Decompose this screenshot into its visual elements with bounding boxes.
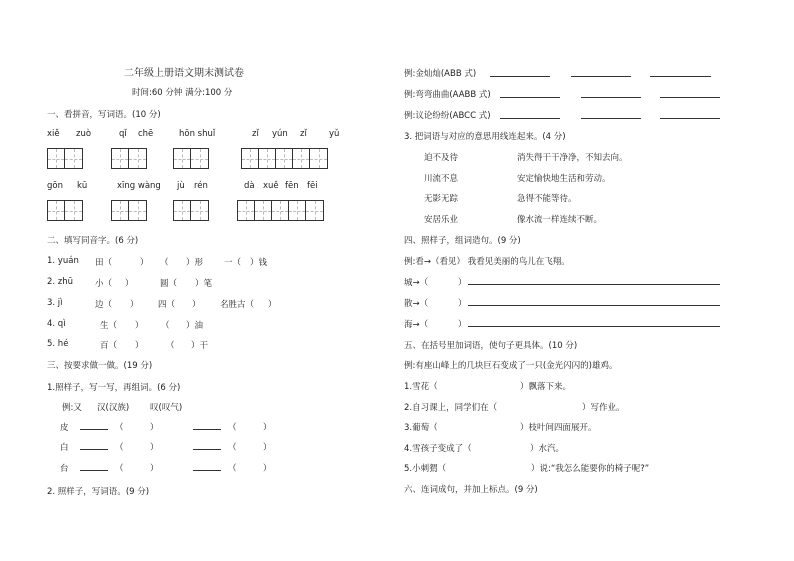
question-3: 3. 把词语与对应的意思用线连起来。(4 分) xyxy=(404,132,566,142)
sentence-line[interactable] xyxy=(468,305,720,306)
homophone-text: 圆（ xyxy=(160,279,178,289)
pinyin: xuě xyxy=(263,181,279,191)
paren: ） xyxy=(458,320,467,330)
homophone-text: （ xyxy=(166,341,175,351)
exam-title: 二年级上册语文期末测试卷 xyxy=(124,68,244,79)
answer-blank[interactable] xyxy=(80,429,108,430)
fill-item: ）写作业。 xyxy=(582,403,625,413)
pattern-example: 例:弯弯曲曲(AABB 式) xyxy=(404,90,491,100)
paren: （ xyxy=(228,443,237,453)
base-char: 白 xyxy=(60,443,69,453)
paren: （ xyxy=(115,464,124,474)
pattern-example: 例:议论纷纷(ABCC 式) xyxy=(404,111,491,121)
homophone-label: 2. zhū xyxy=(47,277,74,287)
exam-subtitle: 时间:60 分钟 满分:100 分 xyxy=(132,88,233,98)
pinyin: chē xyxy=(138,129,154,139)
question-3-1: 1.照样子，写一写，再组词。(6 分) xyxy=(47,383,181,393)
fill-item: 3.葡萄（ xyxy=(404,423,438,433)
homophone-text: ）钱 xyxy=(250,258,268,268)
pinyin: zǐ xyxy=(252,129,259,139)
pinyin: fēi xyxy=(307,181,318,191)
homophone-text: ）干 xyxy=(191,341,209,351)
homophone-text: 四（ xyxy=(158,300,176,310)
homophone-text: （ xyxy=(161,321,170,331)
paren: ） xyxy=(458,299,467,309)
writing-box[interactable] xyxy=(173,200,209,221)
answer-blank[interactable] xyxy=(500,97,560,98)
answer-blank[interactable] xyxy=(581,97,641,98)
writing-box[interactable] xyxy=(47,148,83,169)
fill-item: 4.雪孩子变成了（ xyxy=(404,444,472,454)
pinyin: rén xyxy=(194,181,208,191)
match-meaning[interactable]: 消失得干干净净，不知去向。 xyxy=(517,153,628,163)
pinyin: jù xyxy=(177,181,185,191)
homophone-text: 名胜古（ xyxy=(220,300,255,310)
homophone-text: ） xyxy=(192,300,201,310)
match-term[interactable]: 川流不息 xyxy=(424,174,459,184)
answer-blank[interactable] xyxy=(193,470,221,471)
section6-heading: 六、连词成句，并加上标点。(9 分) xyxy=(404,485,538,495)
pinyin: zǐ xyxy=(300,129,307,139)
pinyin: dà xyxy=(244,181,255,191)
writing-box[interactable] xyxy=(111,148,147,169)
paren: ） xyxy=(150,464,159,474)
homophone-text: ） xyxy=(125,279,134,289)
sentence-line[interactable] xyxy=(468,326,720,327)
paren: （ xyxy=(228,464,237,474)
answer-blank[interactable] xyxy=(660,118,720,119)
match-meaning[interactable]: 安定愉快地生活和劳动。 xyxy=(517,174,611,184)
homophone-text: 百（ xyxy=(100,341,118,351)
pinyin: yǔ xyxy=(329,129,340,139)
match-term[interactable]: 迫不及待 xyxy=(424,153,459,163)
section5-heading: 五、在括号里加词语，使句子更具体。(10 分) xyxy=(404,341,578,351)
homophone-text: ） xyxy=(135,321,144,331)
homophone-label: 1. yuán xyxy=(47,256,79,266)
section1-heading: 一、看拼音，写词语。(10 分) xyxy=(47,110,161,120)
example-word: 叹(叹气) xyxy=(150,403,183,413)
answer-blank[interactable] xyxy=(490,76,550,77)
homophone-text: ）油 xyxy=(186,321,204,331)
word-item: 海→（ xyxy=(404,320,429,330)
homophone-text: 一（ xyxy=(224,258,242,268)
paren: ） xyxy=(263,443,272,453)
match-term[interactable]: 安居乐业 xyxy=(424,215,459,225)
writing-box[interactable] xyxy=(241,148,328,169)
section5-example: 例:有座山峰上的几块巨石变成了一只(金光闪闪的)雄鸡。 xyxy=(404,361,618,371)
homophone-text: 田（ xyxy=(95,258,113,268)
base-char: 皮 xyxy=(60,423,69,433)
fill-item: ）说:“我怎么能要你的椅子呢?” xyxy=(531,464,650,474)
homophone-text: 边（ xyxy=(95,300,113,310)
writing-box[interactable] xyxy=(47,200,83,221)
paren: （ xyxy=(115,423,124,433)
paren: ） xyxy=(150,443,159,453)
pattern-example: 例:金灿灿(ABB 式) xyxy=(404,69,477,79)
sentence-line[interactable] xyxy=(468,284,720,285)
answer-blank[interactable] xyxy=(660,97,720,98)
homophone-text: ） xyxy=(130,300,139,310)
pinyin: zuò xyxy=(76,129,92,139)
fill-item: ）水汽。 xyxy=(530,444,565,454)
section4-example: 例:看→（看见） 我看见美丽的鸟儿在飞翔。 xyxy=(404,257,570,267)
pinyin: xīng wàng xyxy=(117,181,161,191)
fill-item: 5.小刺猬（ xyxy=(404,464,447,474)
answer-blank[interactable] xyxy=(193,429,221,430)
answer-blank[interactable] xyxy=(80,449,108,450)
paren: ） xyxy=(263,464,272,474)
fill-item: ）飘落下来。 xyxy=(520,382,572,392)
section3-heading: 三、按要求做一做。(19 分) xyxy=(47,361,153,371)
paren: ） xyxy=(458,278,467,288)
paren: （ xyxy=(115,443,124,453)
pinyin: hōn shuǐ xyxy=(179,129,216,139)
homophone-text: 生（ xyxy=(100,321,118,331)
pinyin: xiě xyxy=(47,129,60,139)
answer-blank[interactable] xyxy=(80,470,108,471)
homophone-text: 小（ xyxy=(95,279,113,289)
homophone-label: 4. qì xyxy=(47,319,66,329)
homophone-label: 3. jì xyxy=(47,298,63,308)
homophone-text: ） xyxy=(268,300,277,310)
homophone-text: （ xyxy=(160,258,169,268)
writing-box[interactable] xyxy=(237,200,324,221)
word-item: 城→（ xyxy=(404,278,429,288)
match-meaning[interactable]: 急得不能等待。 xyxy=(517,194,577,204)
base-char: 台 xyxy=(60,464,69,474)
homophone-text: ） xyxy=(135,341,144,351)
writing-box[interactable] xyxy=(173,148,209,169)
fill-item: 2.自习课上，同学们在（ xyxy=(404,403,498,413)
homophone-label: 5. hé xyxy=(47,339,69,349)
answer-blank[interactable] xyxy=(193,449,221,450)
fill-item: ）枝叶间四面展开。 xyxy=(520,423,597,433)
question-3-2: 2. 照样子，写词语。(9 分) xyxy=(47,487,150,497)
pinyin: yún xyxy=(272,129,288,139)
answer-blank[interactable] xyxy=(571,76,631,77)
pinyin: gōn xyxy=(47,181,63,191)
section4-heading: 四、照样子，组词造句。(9 分) xyxy=(404,236,521,246)
word-item: 散→（ xyxy=(404,299,429,309)
homophone-text: ）笔 xyxy=(195,279,213,289)
homophone-text: ） xyxy=(140,258,149,268)
writing-box[interactable] xyxy=(111,200,147,221)
answer-blank[interactable] xyxy=(650,76,711,77)
pinyin: fēn xyxy=(285,181,299,191)
match-meaning[interactable]: 像水流一样连续不断。 xyxy=(517,215,603,225)
section2-heading: 二、填写同音字。(6 分) xyxy=(47,236,139,246)
pinyin: qǐ xyxy=(119,129,127,139)
paren: （ xyxy=(228,423,237,433)
paren: ） xyxy=(150,423,159,433)
paren: ） xyxy=(263,423,272,433)
homophone-text: ）形 xyxy=(186,258,204,268)
pinyin: kū xyxy=(77,181,88,191)
match-term[interactable]: 无影无踪 xyxy=(424,194,459,204)
example-char: 例:又 xyxy=(62,403,82,413)
answer-blank[interactable] xyxy=(581,118,641,119)
answer-blank[interactable] xyxy=(500,118,560,119)
fill-item: 1.雪花（ xyxy=(404,382,438,392)
example-word: 汉(汉族) xyxy=(97,403,130,413)
